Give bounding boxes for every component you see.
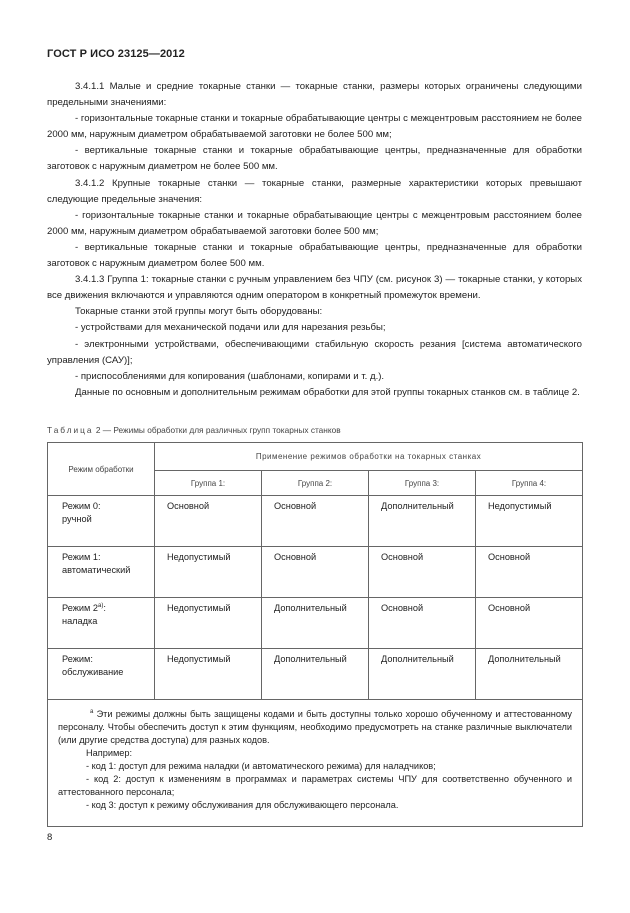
column-header-group-2: Группа 2: (262, 471, 369, 496)
column-header-mode: Режим обработки (48, 443, 155, 496)
footnote-example: Например: (86, 748, 133, 758)
column-header-group-4: Группа 4: (476, 471, 583, 496)
mode-label-rest: : наладка (62, 603, 106, 626)
footnote-marker: a (90, 709, 94, 715)
table-cell: Дополнительный (262, 598, 369, 649)
mode-cell: Режим 1: автоматический (48, 547, 155, 598)
mode-cell: Режим: обслуживание (48, 649, 155, 700)
table-cell: Недопустимый (155, 547, 262, 598)
list-item: - горизонтальные токарные станки и токарные обрабатывающие центры с межцентровым расстоянием более 2000 мм, наружным диаметром обрабатываемой заготовки более 500 мм; (47, 209, 582, 237)
paragraph: Данные по основным и дополнительным режимам обработки для этой группы токарных станков см. в таблице 2. (75, 386, 580, 398)
footnote-marker: a) (98, 603, 104, 609)
table-cell: Дополнительный (476, 649, 583, 700)
footnote-item: - код 3: доступ к режиму обслуживания для обслуживающего персонала. (86, 800, 399, 810)
paragraph-3-4-1-1: 3.4.1.1 Малые и средние токарные станки — токарные станки, размеры которых ограничены следующими предельными значениями: (47, 81, 582, 109)
table-caption-word: Таблица (47, 425, 94, 435)
table-cell: Основной (262, 547, 369, 598)
list-item: - приспособлениями для копирования (шаблонами, копирами и т. д.). (75, 370, 385, 382)
paragraph: Токарные станки этой группы могут быть оборудованы: (75, 306, 323, 318)
table-cell: Основной (262, 496, 369, 547)
column-header-application: Применение режимов обработки на токарных станках (155, 443, 583, 471)
table-cell: Основной (155, 496, 262, 547)
mode-cell: Режим 0: ручной (48, 496, 155, 547)
table-cell: Дополнительный (369, 649, 476, 700)
mode-cell (48, 598, 155, 649)
list-item: - вертикальные токарные станки и токарные обрабатывающие центры, предназначенные для обработки заготовок с наружным диаметром не более 500 мм. (47, 145, 582, 173)
column-header-group-1: Группа 1: (155, 471, 262, 496)
table-cell: Основной (369, 547, 476, 598)
document-header: ГОСТ Р ИСО 23125—2012 (47, 48, 185, 60)
footnote-text: $^a$ Эти режимы должны быть защищены кодами и быть доступны только хорошо обученному и аттестованному персоналу. Чтобы обеспечить доступ к этим функциям, необходимо предусмотреть на станке различные выключатели (или другие средства доступа) для разных кодов. (58, 709, 573, 745)
list-item: - электронными устройствами, обеспечивающими стабильную скорость резания [система автоматического управления (САУ)]; (47, 338, 582, 366)
mode-label: Режим 2 (62, 603, 98, 613)
body-text (47, 79, 582, 401)
paragraph-3-4-1-3: 3.4.1.3 Группа 1: токарные станки с ручным управлением без ЧПУ (см. рисунок 3) — токарные станки, у которых все движения включаются и управляются одним оператором в конкретный промежуток времени. (47, 274, 582, 302)
table-cell: Дополнительный (262, 649, 369, 700)
table-cell: Основной (476, 598, 583, 649)
table-caption-text: 2 — Режимы обработки для различных групп токарных станков (93, 425, 341, 435)
page-number: 8 (47, 832, 53, 843)
footnote-item: - код 2: доступ к изменениям в программах и параметрах системы ЧПУ для соответственно обученного и аттестованного персонала; (58, 774, 573, 797)
table-caption (47, 425, 341, 435)
table-cell: Недопустимый (155, 649, 262, 700)
column-header-group-3: Группа 3: (369, 471, 476, 496)
footnote-item: - код 1: доступ для режима наладки (и автоматического режима) для наладчиков; (86, 761, 436, 771)
table-footnote (48, 700, 583, 827)
list-item: - вертикальные токарные станки и токарные обрабатывающие центры, предназначенные для обработки заготовок с наружным диаметром более 500 мм. (47, 241, 582, 270)
table-row (48, 547, 583, 598)
table-cell: Дополнительный (369, 496, 476, 547)
table-cell: Основной (476, 547, 583, 598)
table-cell: Недопустимый (155, 598, 262, 649)
list-item: - устройствами для механической подачи или для нарезания резьбы; (75, 322, 386, 334)
paragraph-3-4-1-2: 3.4.1.2 Крупные токарные станки — токарные станки, размерные характеристики которых превышают следующие предельные значения: (47, 177, 582, 205)
table-row (48, 496, 583, 547)
table-footnote-row (48, 700, 583, 827)
table-cell: Основной (369, 598, 476, 649)
table-row (48, 598, 583, 649)
table-row (48, 649, 583, 700)
list-item: - горизонтальные токарные станки и токарные обрабатывающие центры с межцентровым расстоянием не более 2000 мм, наружным диаметром обрабатываемой заготовки не более 500 мм; (47, 113, 582, 141)
modes-table (47, 442, 583, 827)
table-cell: Недопустимый (476, 496, 583, 547)
